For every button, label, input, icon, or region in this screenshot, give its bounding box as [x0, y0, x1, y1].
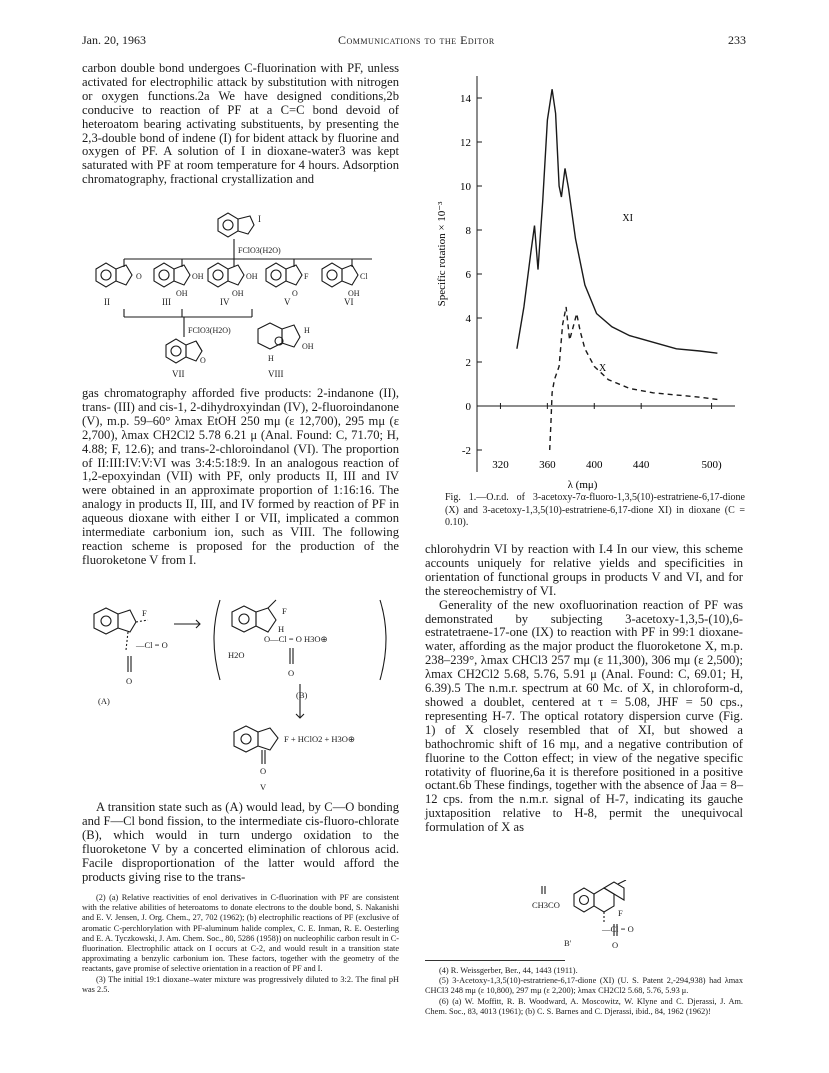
- x-axis-label: λ (mμ): [567, 479, 598, 491]
- carbonium-structure-VIII: [258, 323, 300, 349]
- label-compound-V: V: [284, 297, 291, 307]
- sub-OH-III-b: OH: [176, 289, 188, 298]
- y-axis-label: Specific rotation × 10⁻³: [436, 201, 448, 307]
- footnote-5: (5) 3-Acetoxy-1,3,5(10)-estratriene-6,17-dione (XI) (U. S. Patent 2,-294,938) had λmax CHCl3 248 mμ (ε 10,800), 297 mμ (ε 2,200); λmax CH2Cl2 5.68, 5.76, 5.93 μ.: [425, 976, 743, 996]
- y-tick-label: 14: [460, 93, 471, 105]
- sub-F-Bprime: F: [618, 908, 623, 918]
- left-paragraph-2-block: [82, 387, 399, 568]
- reaction-scheme-2: [82, 592, 400, 792]
- header-date: Jan. 20, 1963: [82, 33, 146, 47]
- y-tick-label: 2: [465, 357, 471, 369]
- series-line-X: [550, 307, 718, 450]
- x-tick-label: 440: [632, 459, 650, 471]
- frag-o-A: O: [126, 676, 133, 686]
- left-paragraph-2: gas chromatography afforded five products: 2-indanone (II), trans- (III) and cis-1, 2-dihydroxyindan (IV), 2-fluoroindanone (V), m.p. 59–60° λmax EtOH 250 mμ (ε 12,700), 295 mμ (ε 2,700), λmax CH2Cl2 5.78 6.21 μ (Anal. Found: C, 71.70; H, 4.88; F, 12.6); and trans-2-chloroindanol (VI). The proportion of II:III:IV:V:VI was 3:4:5:18:9. In an analogous reaction of 1,2-epoxyindan (VII) with PF, only products II, III and IV were obtained in an approximate proportion of 1:16:16. The analogy in products II, III, and IV formed by reaction of PF in aqueous dioxane with either I or VII, implicated a common intermediate carbonium ion, such as VIII. The following reaction scheme is proposed for the production of the fluoroketone V from I.: [82, 386, 399, 567]
- footnote-rule: [425, 960, 565, 961]
- label-compound-VIII: VIII: [268, 369, 284, 377]
- y-tick-label: -2: [461, 445, 471, 457]
- frag-ch3co: CH3CO: [532, 900, 560, 910]
- indene-structure: [218, 213, 254, 237]
- epoxyindan-structure-VII: [166, 339, 202, 363]
- label-A: (A): [98, 696, 110, 706]
- products-V: F + HClO2 + H3O⊕: [284, 734, 356, 744]
- footnote-4: (4) R. Weissgerber, Ber., 44, 1443 (1911).: [439, 966, 578, 975]
- header-page-number: 233: [728, 33, 746, 47]
- sub-F-B: F: [282, 606, 287, 616]
- structure-Bprime: [530, 880, 650, 952]
- frag-cl-eq-o-A: —Cl = O: [136, 640, 168, 650]
- frag-cl-eq-o-Bprime: —Cl = O: [602, 924, 634, 934]
- indan-structure-II: [96, 263, 132, 287]
- left-paragraph-3: A transition state such as (A) would lead, by C—O bonding and F—Cl bond fission, to the intermediate cis-fluoro-chlorate (B), which would in turn undergo oxidation to the fluoroketone V by a concerted elimination of chlorous acid. Facile disproportionation of the latter would afford the products giving rise to the trans-: [82, 800, 399, 884]
- sub-O-VII: O: [200, 356, 206, 365]
- header-journal: Communications to the Editor: [338, 33, 495, 47]
- reagent-label-top: FClO3(H2O): [238, 246, 281, 255]
- reagent-label-bottom: FClO3(H2O): [188, 326, 231, 335]
- footnote-3: (3) The initial 19:1 dioxane–water mixture was progressively diluted to 3:2. The final pH was 2.5.: [82, 974, 399, 994]
- sub-F-A: F: [142, 608, 147, 618]
- sub-H-VIII-b: H: [268, 354, 274, 363]
- sub-O-V-b: O: [292, 289, 298, 298]
- sub-OH-III: OH: [192, 272, 204, 281]
- x-tick-label: 400: [586, 459, 603, 471]
- right-footnotes: [425, 966, 743, 1017]
- frag-h2o-B: H2O: [228, 650, 245, 660]
- right-paragraph-2: Generality of the new oxofluorination reaction of PF was demonstrated by subjecting 3-acetoxy-1,3,5-(10),6-estratetraene-17-one (IX) to reaction with PF in 99:1 dioxane-water, affording as the major product the fluoroketone X, m.p. 238–239°, λmax CHCl3 257 mμ (ε 11,300), 306 mμ (ε 2,500); λmax CH2Cl2 5.68, 5.76, 5.91 μ (Anal. Found: C, 69.01; H, 6.39).5 The n.m.r. spectrum at 60 Mc. of X, in chloroform-d, showed a doublet, centered at τ = 5.08, JHF = 50 cps., representing H-7. The optical rotatory dispersion curve (Fig. 1) of X closely resembled that of XI, but showed a bathochromic shift of 16 mμ, and a negative contribution of fluorine to the Cotton effect; in view of the negative specific rotativity of fluorine,6a it is therefore positioned in a positive octant.6b These findings, together with the absence of Jaa = 8–12 cps. from the n.m.r. signal of H-7, indicating its gauche juxtaposition relative to H-8, permit the unequivocal formulation of X as: [425, 597, 743, 835]
- frag-o-B: O: [288, 668, 295, 678]
- reaction-scheme-1: [82, 197, 400, 377]
- sub-H-VIII: H: [304, 326, 310, 335]
- label-compound-IV: IV: [220, 297, 230, 307]
- label-Bprime: B': [564, 938, 572, 948]
- frag-o-V: O: [260, 766, 267, 776]
- right-text-block: [425, 543, 743, 835]
- left-paragraph-3-block: [82, 801, 399, 884]
- label-compound-III: III: [162, 297, 171, 307]
- sub-OH-VIII: OH: [302, 342, 314, 351]
- footnote-6: (6) (a) W. Moffitt, R. B. Woodward, A. Moscowitz, W. Klyne and C. Djerassi, J. Am. Chem. Soc., 83, 4013 (1961); (b) C. S. Barnes and C. Djerassi, ibid., 84, 1962 (1962)!: [425, 996, 743, 1016]
- indan-structure-VI: [322, 263, 358, 287]
- label-compound-II: II: [104, 297, 110, 307]
- series-label-XI: XI: [622, 213, 633, 225]
- left-paragraph-1: carbon double bond undergoes C-fluorination with PF, unless activated for electrophilic attack by substitution with nitrogen or oxygen functions.2a We have designed conditions,2b conducive to reaction of PF at a C=C bond devoid of heteroatom bearing activating substituents, by presenting the 2,3-double bond of indene (I) for bident attack by fluorine and oxygen of PF. A solution of I in dioxane-water3 was kept saturated with PF at room temperature for 4 hours. Adsorption chromatography, fractional crystallization and: [82, 61, 399, 187]
- indan-structure-V: [266, 263, 302, 287]
- sub-Cl-VI: Cl: [360, 272, 368, 281]
- sub-OH-IV-b: OH: [232, 289, 244, 298]
- ord-chart: [425, 62, 743, 492]
- series-label-X: X: [598, 362, 607, 374]
- y-tick-label: 10: [460, 181, 471, 193]
- sub-H-B: H: [278, 624, 285, 634]
- right-paragraph-1: chlorohydrin VI by reaction with I.4 In our view, this scheme accounts uniquely for relative yields and specificities in orientation of functional groups in products V and VI, and for the stereochemistry of VI.: [425, 542, 743, 598]
- left-footnotes: [82, 893, 399, 995]
- y-tick-label: 6: [465, 269, 471, 281]
- frag-ocl-B: O—Cl = O H3O⊕: [264, 634, 328, 644]
- sub-O-II: O: [136, 272, 142, 281]
- x-tick-label: 320: [492, 459, 509, 471]
- y-tick-label: 8: [465, 225, 471, 237]
- label-compound-VI: VI: [344, 297, 354, 307]
- label-V: V: [260, 782, 267, 792]
- figure-caption: Fig. 1.—O.r.d. of 3-acetoxy-7α-fluoro-1,3,5(10)-estratriene-6,17-dione (X) and 3-acetoxy-1,3,5(10)-estratriene-6,17-dione XI) in dioxane (C = 0.10).: [445, 492, 745, 528]
- x-tick-label: 360: [539, 459, 556, 471]
- indan-structure-III: [154, 263, 190, 287]
- y-tick-label: 4: [465, 313, 471, 325]
- frag-o-Bprime: O: [612, 940, 619, 950]
- indan-structure-IV: [208, 263, 244, 287]
- footnote-2: (2) (a) Relative reactivities of enol derivatives in C-fluorination with PF are consistent with the relative abilities of heteroatoms to donate electrons to the double bond, S. Nakanishi and E. V. Jensen, J. Org. Chem., 27, 702 (1962); (b) electrophilic reactions of PF (exclusive of aromatic C-perchlorylation with PF-aluminum halide complex, C. E. Inman, R. E. Oesterling and E. A. Tyczkowski, J. Am. Chem. Soc., 80, 5286 (1958)) on nucleophilic carbon result in C-fluorination. Electrophilic attack on I occurs at C-2, and would result in a transition state approximating a benzylic carbonium ion. These factors, together with the geometry of the reactants, gave promise of selective orientation in a reaction of PF and I.: [82, 893, 399, 974]
- fluoroketone-V-structure: [234, 726, 278, 764]
- y-tick-label: 12: [460, 137, 471, 149]
- label-compound-I: I: [258, 214, 261, 224]
- label-B: (B): [296, 690, 308, 700]
- label-compound-VII: VII: [172, 369, 185, 377]
- series-line-XI: [517, 89, 718, 353]
- x-tick-label: 500): [701, 459, 722, 471]
- left-paragraph-1-block: [82, 62, 399, 187]
- sub-OH-VI-b: OH: [348, 289, 360, 298]
- y-tick-label: 0: [465, 401, 471, 413]
- sub-F-V: F: [304, 272, 309, 281]
- sub-OH-IV: OH: [246, 272, 258, 281]
